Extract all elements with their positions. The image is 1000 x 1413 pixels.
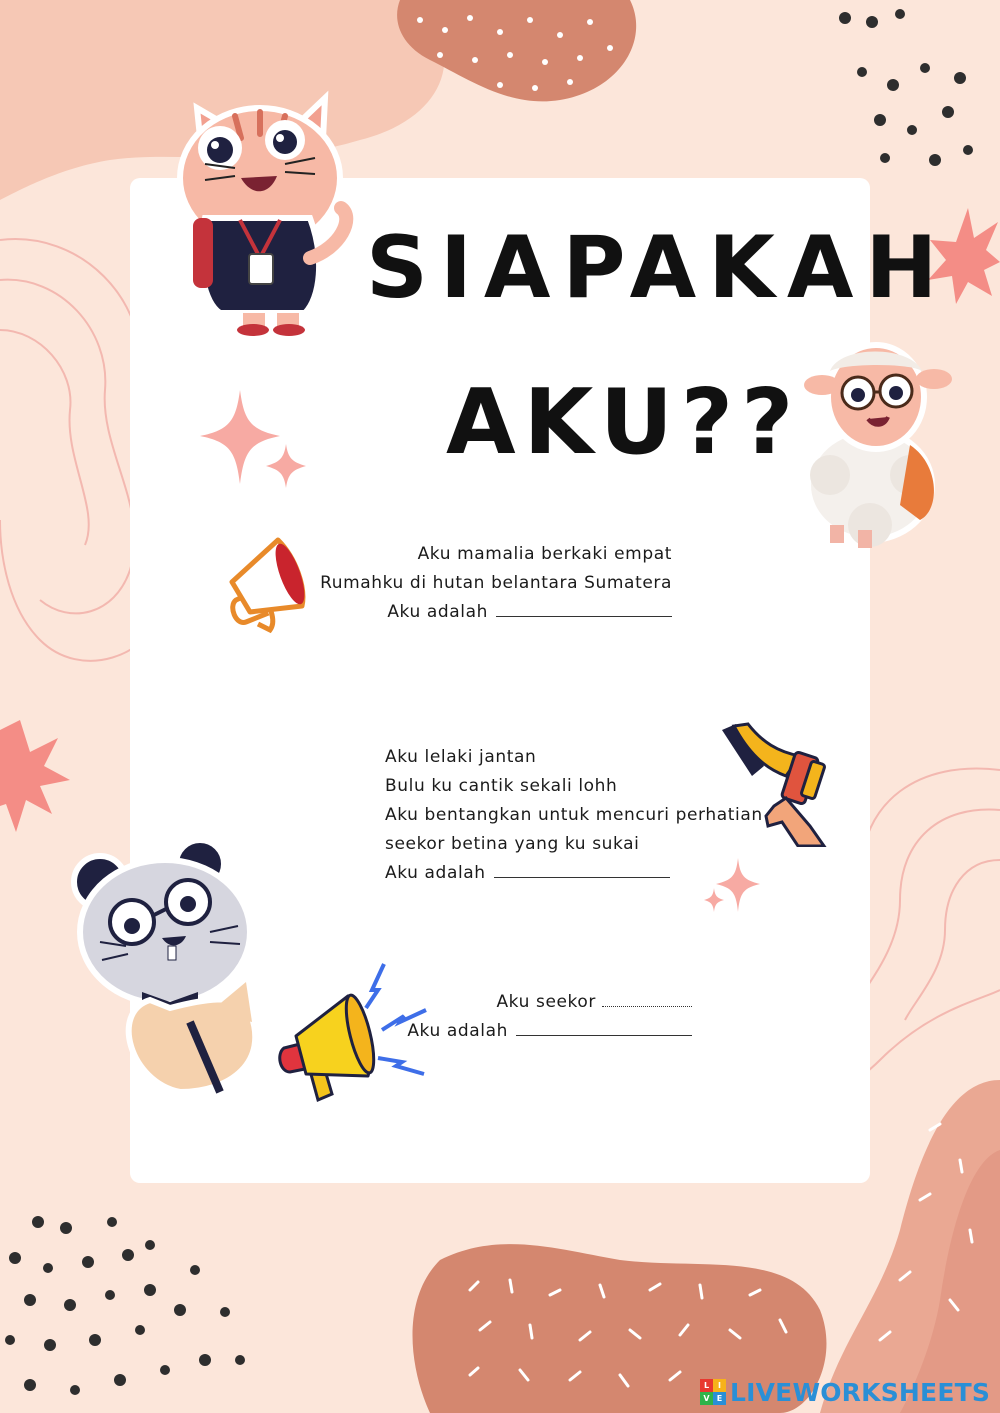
sheep-sticker-icon — [800, 335, 955, 550]
cat-sticker-icon — [165, 68, 360, 338]
riddle-line: Aku bentangkan untuk mencuri perhatian — [385, 805, 763, 825]
answer-row — [400, 1017, 692, 1046]
sparkle-icon — [200, 390, 310, 490]
liveworksheets-watermark — [700, 1376, 990, 1408]
starburst-icon — [0, 720, 70, 832]
riddle-line: Aku mamalia berkaki empat — [417, 544, 672, 564]
riddle-line-with-blank — [400, 988, 692, 1017]
answer-blank[interactable] — [516, 1021, 692, 1036]
answer-blank[interactable] — [496, 602, 672, 617]
riddle-line: seekor betina yang ku sukai — [385, 834, 640, 854]
hamster-sticker-icon — [70, 842, 290, 1112]
dotted-blank[interactable] — [602, 994, 692, 1007]
liveworksheets-logo-icon: L I V E — [700, 1379, 726, 1405]
dot-pattern-bottom — [5, 1216, 245, 1395]
answer-row — [385, 859, 763, 888]
brand-name: LIVEWORKSHEETS — [730, 1377, 991, 1407]
answer-blank[interactable] — [494, 863, 670, 878]
answer-prompt: Aku adalah — [387, 602, 488, 622]
riddle-2 — [385, 743, 763, 888]
riddle-3 — [400, 988, 692, 1046]
riddle-line: Bulu ku cantik sekali lohh — [385, 776, 618, 796]
riddle-1 — [316, 540, 672, 627]
riddle-line: Aku seekor — [496, 992, 596, 1012]
answer-prompt: Aku adalah — [385, 863, 486, 883]
dot-pattern-top — [839, 9, 973, 166]
answer-prompt: Aku adalah — [407, 1021, 508, 1041]
page-title-line1: SIAPAKAH — [366, 218, 950, 318]
megaphone-icon — [214, 530, 314, 640]
answer-row — [316, 598, 672, 627]
riddle-line: Rumahku di hutan belantara Sumatera — [320, 573, 672, 593]
page-title-line2: AKU?? — [446, 370, 802, 475]
riddle-line: Aku lelaki jantan — [385, 747, 537, 767]
